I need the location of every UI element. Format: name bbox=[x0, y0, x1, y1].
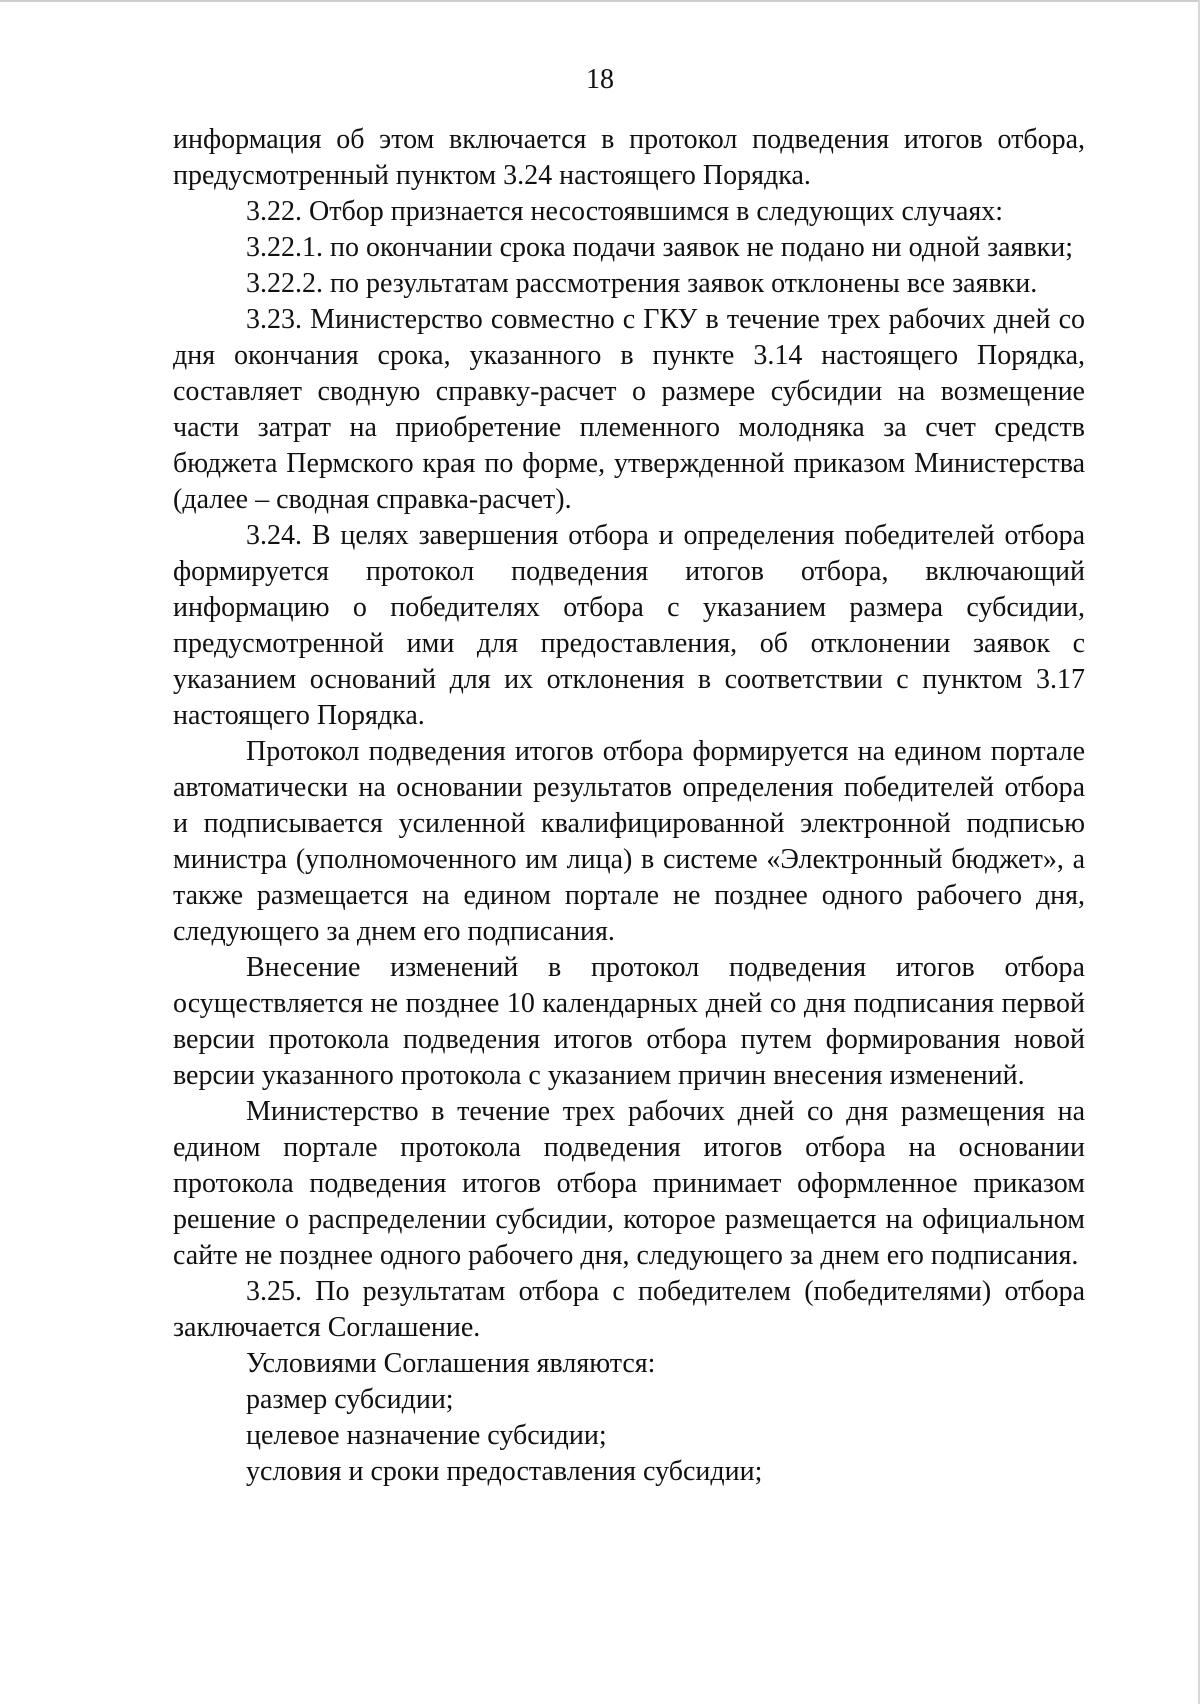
agreement-condition-item: условия и сроки предоставления субсидии; bbox=[246, 1456, 763, 1487]
paragraph-continuation: информация об этом включается в протокол подведения итогов отбора, предусмотренный пунктом 3.24 настоящего Порядка. bbox=[173, 124, 1085, 191]
paragraph-protocol-formation: Протокол подведения итогов отбора формируется на едином портале автоматически на основании результатов определения победителей отбора и подписывается усиленной квалифицированной электронной подписью министра (уполномоченного им лица) в системе «Электронный бюджет», а также размещается на едином портале не позднее одного рабочего дня, следующего за днем его подписания. bbox=[173, 736, 1085, 947]
paragraph-ministry-decision: Министерство в течение трех рабочих дней со дня размещения на едином портале протокола подведения итогов отбора на основании протокола подведения итогов отбора принимает оформленное приказом решение о распределении субсидии, которое размещается на официальном сайте не позднее одного рабочего дня, следующего за днем его подписания. bbox=[173, 1096, 1085, 1271]
agreement-condition-item: целевое назначение субсидии; bbox=[246, 1420, 607, 1451]
paragraph-3-22-2: 3.22.2. по результатам рассмотрения заявок отклонены все заявки. bbox=[246, 268, 1038, 299]
agreement-condition-item: размер субсидии; bbox=[246, 1384, 454, 1415]
agreement-conditions-heading: Условиями Соглашения являются: bbox=[246, 1348, 656, 1379]
document-body bbox=[173, 122, 1085, 1490]
paragraph-3-25: 3.25. По результатам отбора с победителем (победителями) отбора заключается Соглашение. bbox=[173, 1276, 1085, 1343]
paragraph-3-24: 3.24. В целях завершения отбора и определения победителей отбора формируется протокол подведения итогов отбора, включающий информацию о победителях отбора с указанием размера субсидии, предусмотренной ими для предоставления, об отклонении заявок с указанием оснований для их отклонения в соответствии с пунктом 3.17 настоящего Порядка. bbox=[173, 520, 1085, 731]
paragraph-3-23: 3.23. Министерство совместно с ГКУ в течение трех рабочих дней со дня окончания срока, указанного в пункте 3.14 настоящего Порядка, составляет сводную справку-расчет о размере субсидии на возмещение части затрат на приобретение племенного молодняка за счет средств бюджета Пермского края по форме, утвержденной приказом Министерства (далее – сводная справка-расчет). bbox=[173, 304, 1085, 515]
page-number: 18 bbox=[586, 64, 614, 95]
paragraph-3-22: 3.22. Отбор признается несостоявшимся в следующих случаях: bbox=[246, 196, 1004, 227]
paragraph-3-22-1: 3.22.1. по окончании срока подачи заявок не подано ни одной заявки; bbox=[246, 232, 1074, 263]
page-edge-top bbox=[0, 0, 1200, 2]
paragraph-protocol-changes: Внесение изменений в протокол подведения итогов отбора осуществляется не позднее 10 календарных дней со дня подписания первой версии протокола подведения итогов отбора путем формирования новой версии указанного протокола с указанием причин внесения изменений. bbox=[173, 952, 1085, 1091]
